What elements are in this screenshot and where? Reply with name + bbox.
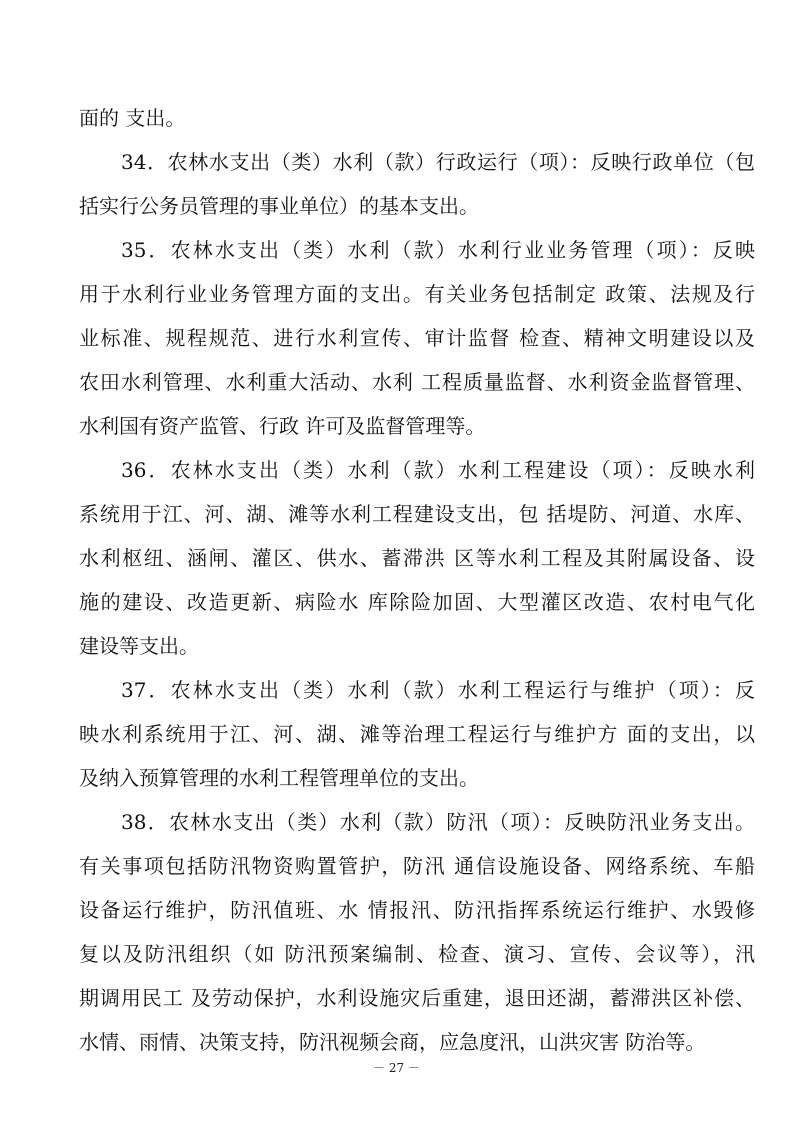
document-body <box>79 96 755 1064</box>
text-line: 有关事项包括防汛物资购置管护，防汛 通信设施设备、网络系统、车船 <box>79 854 755 878</box>
text-line: 及纳入预算管理的水利工程管理单位的支出。 <box>79 766 479 790</box>
text-line: 38．农林水支出（类）水利（款）防汛（项）：反映防汛业务支出。 <box>121 810 755 834</box>
text-line: 用于水利行业业务管理方面的支出。有关业务包括制定 政策、法规及行 <box>79 282 755 306</box>
text-line: 系统用于江、河、湖、滩等水利工程建设支出，包 括堤防、河道、水库、 <box>79 502 755 526</box>
text-line: 水利枢纽、涵闸、灌区、供水、蓄滞洪 区等水利工程及其附属设备、设 <box>79 546 755 570</box>
text-line: 业标准、规程规范、进行水利宣传、审计监督 检查、精神文明建设以及 <box>79 326 755 350</box>
text-line: 35．农林水支出（类）水利（款）水利行业业务管理（项）：反映 <box>121 238 755 262</box>
paragraph-35 <box>79 228 755 448</box>
paragraph-continuation <box>79 96 755 140</box>
text-line: 水情、雨情、决策支持，防汛视频会商，应急度汛，山洪灾害 防治等。 <box>79 1030 706 1054</box>
text-line: 映水利系统用于江、河、湖、滩等治理工程运行与维护方 面的支出，以 <box>79 722 755 746</box>
text-line: 农田水利管理、水利重大活动、水利 工程质量监督、水利资金监督管理、 <box>79 370 755 394</box>
text-line: 36．农林水支出（类）水利（款）水利工程建设（项）：反映水利 <box>121 458 755 482</box>
paragraph-34 <box>79 140 755 228</box>
paragraph-38 <box>79 800 755 1064</box>
text-line: 34．农林水支出（类）水利（款）行政运行（项）：反映行政单位（包 <box>121 150 755 174</box>
text-line: 水利国有资产监管、行政 许可及监督管理等。 <box>79 414 486 438</box>
text-line: 设备运行维护，防汛值班、水 情报汛、防汛指挥系统运行维护、水毁修 <box>79 898 755 922</box>
text-line: 施的建设、改造更新、病险水 库除险加固、大型灌区改造、农村电气化 <box>79 590 755 614</box>
text-line: 面的 支出。 <box>79 106 186 130</box>
text-line: 建设等支出。 <box>79 634 199 658</box>
paragraph-36 <box>79 448 755 668</box>
text-line: 括实行公务员管理的事业单位）的基本支出。 <box>79 194 479 218</box>
text-line: 期调用民工 及劳动保护，水利设施灾后重建，退田还湖，蓄滞洪区补偿、 <box>79 986 755 1010</box>
paragraph-37 <box>79 668 755 800</box>
page-number: － 27 － <box>373 1061 420 1075</box>
text-line: 37．农林水支出（类）水利（款）水利工程运行与维护（项）：反 <box>121 678 755 702</box>
text-line: 复以及防汛组织（如 防汛预案编制、检查、演习、宣传、会议等），汛 <box>79 942 755 966</box>
